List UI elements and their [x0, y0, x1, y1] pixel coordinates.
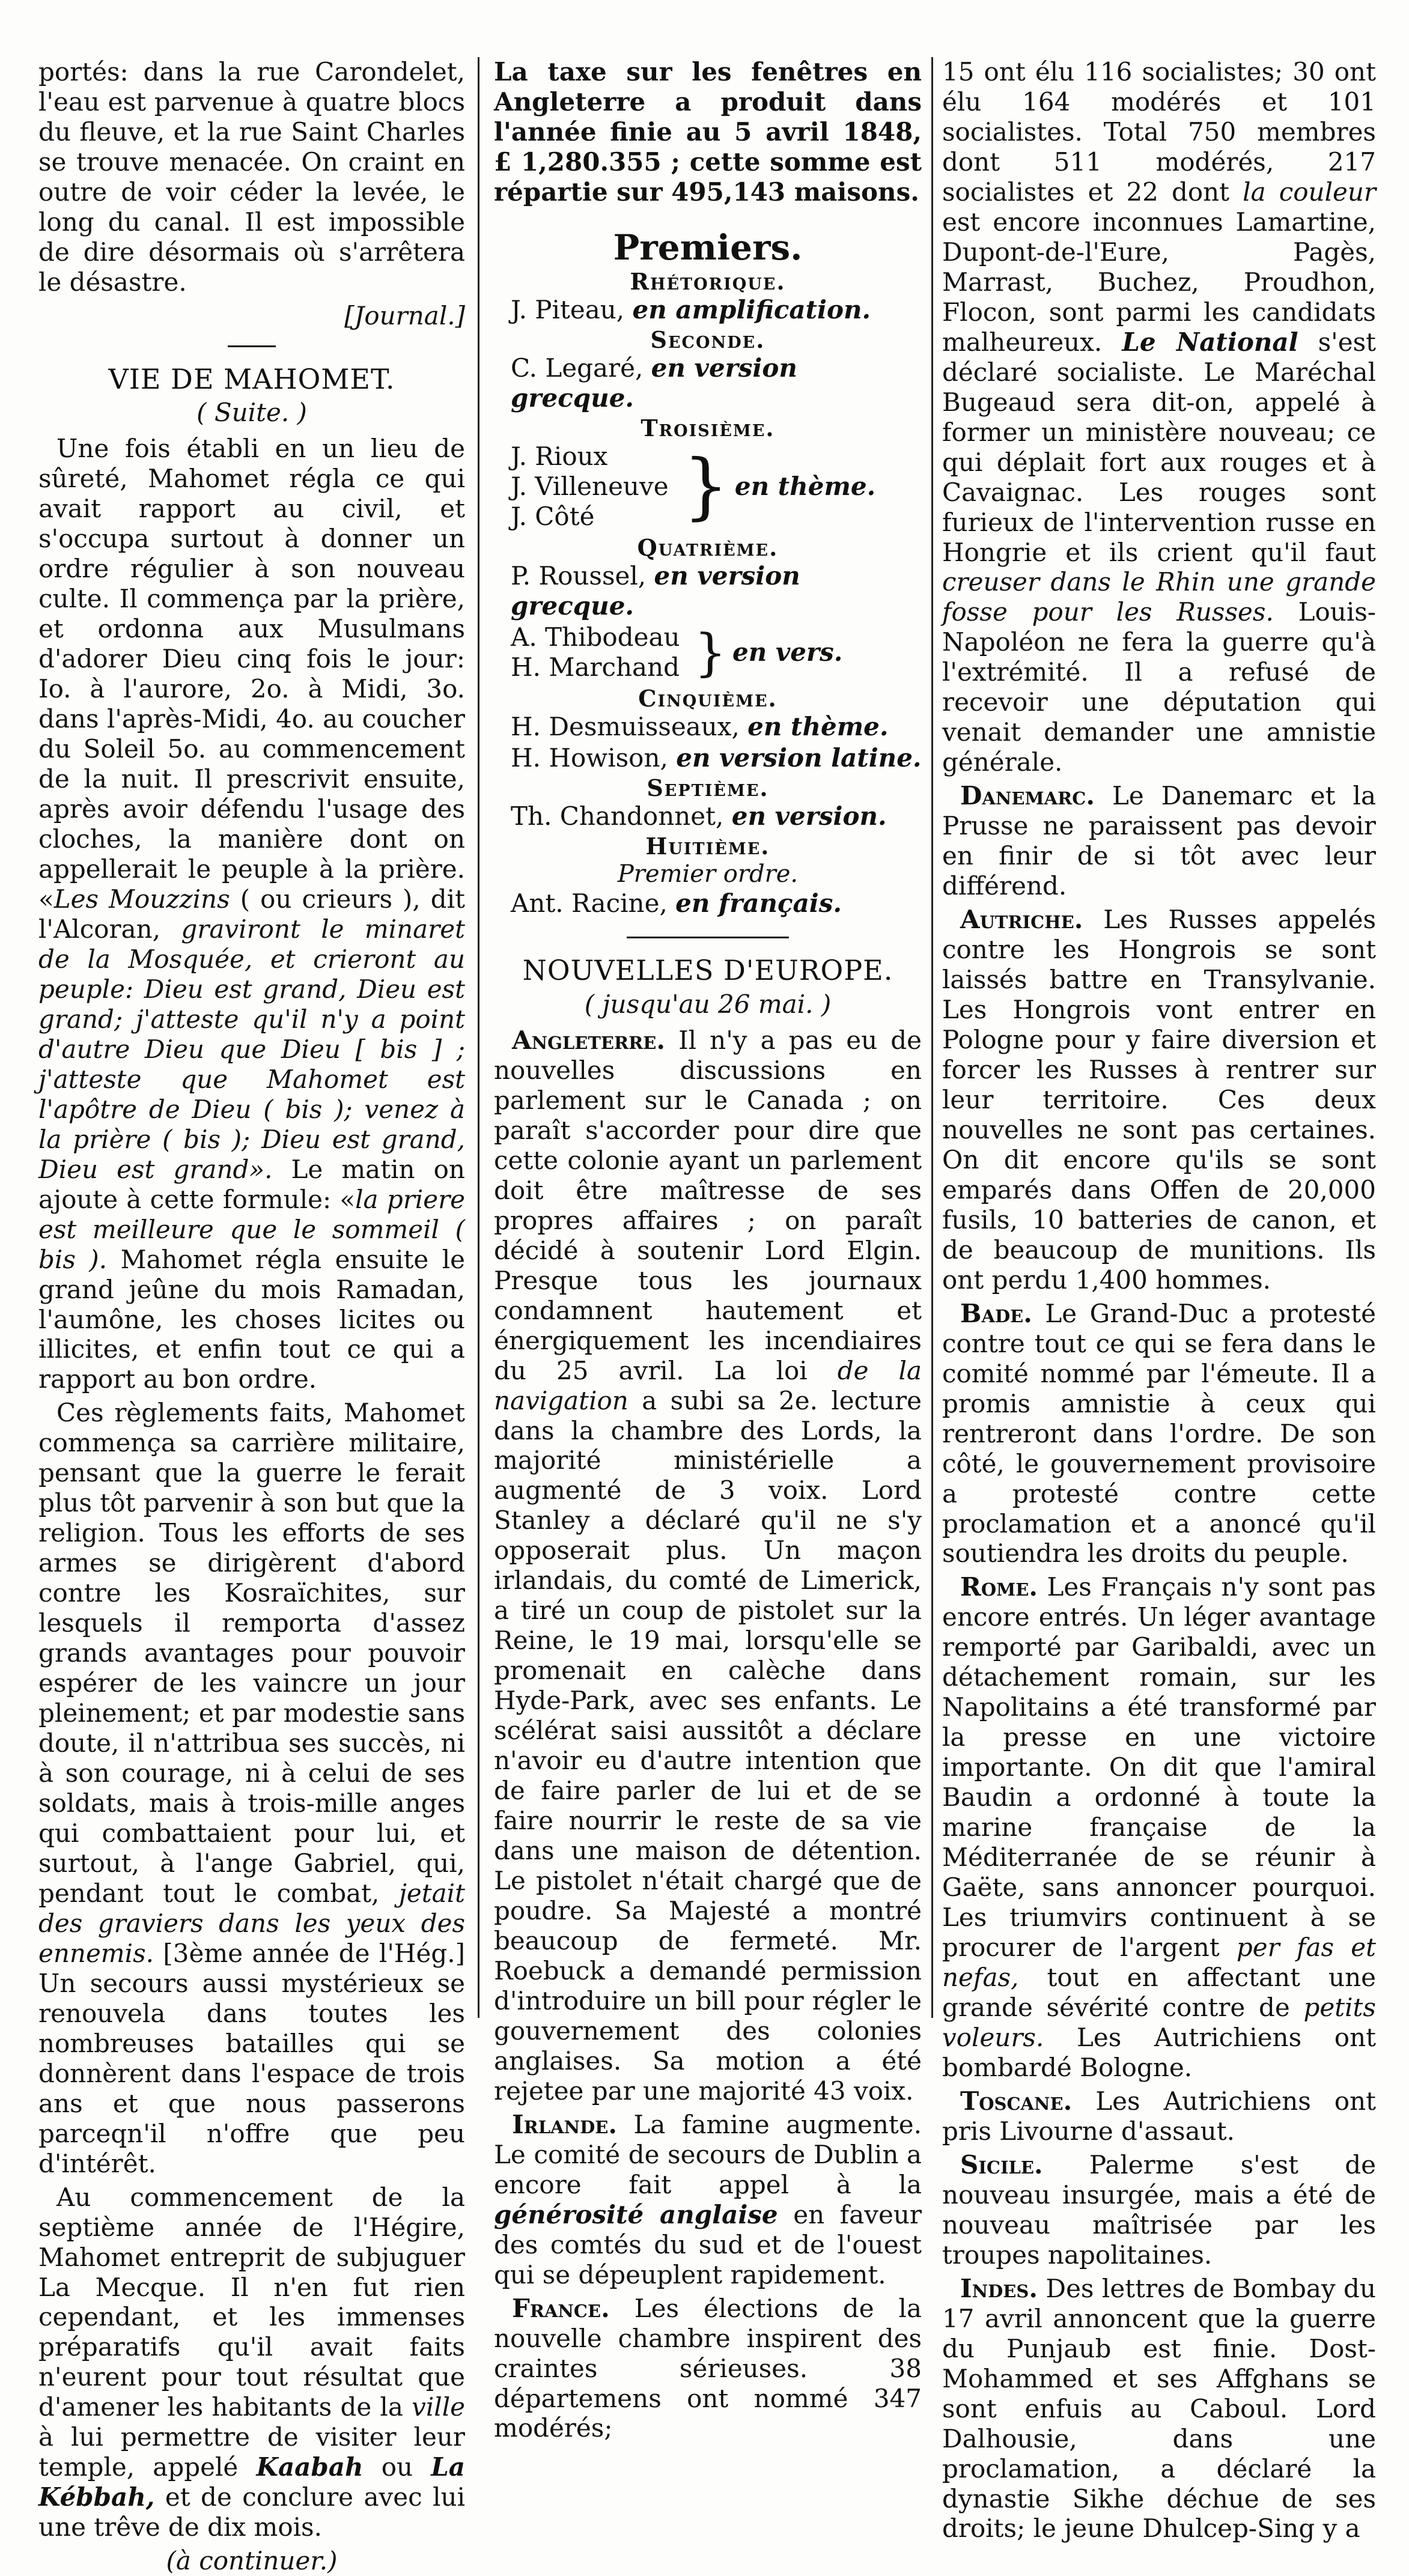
article-subtitle: ( Suite. ) — [196, 398, 307, 428]
class-heading: Seconde. — [650, 326, 765, 353]
continued-note: (à continuer.) — [166, 2546, 338, 2576]
prize-winner: Ant. Racine, en français. — [511, 889, 842, 919]
column-rule-1 — [478, 57, 479, 2018]
class-heading: Quatrième. — [637, 534, 779, 561]
column-3 — [942, 57, 1377, 2544]
prize-winner: A. Thibodeau — [511, 622, 680, 652]
column-2 — [494, 57, 922, 2443]
section-divider — [627, 937, 789, 938]
news-item-tuscany: Toscane. Les Autrichiens ont pris Livourne d'assaut. — [942, 2086, 1376, 2146]
prize-winner: H. Howison, en version latine. — [511, 743, 922, 773]
article-paragraph: Au commencement de la septième année de l'Hégire, Mahomet entreprit de subjuguer La Mecque. Il n'en fut rien cependant, et les immenses préparatifs qu'il avait faits n'eurent pour tout résultat que d'amener les habitants de la ville à lui permettre de visiter leur temple, appelé Kaabah ou La Kébbah, et de conclure avec lui une trêve de dix mois. — [38, 2182, 466, 2542]
group-note: en thème. — [734, 472, 876, 502]
article-paragraph: Ces règlements faits, Mahomet commença sa carrière militaire, pensant que la guerre le ferait plus tôt parvenir à son but que la religion. Tous les efforts de ses armes se dirigèrent d'abord contre les Kosraïchites, sur lesquels il remporta d'assez grands avantages pour pouvoir espérer de les vaincre un jour pleinement; et par modestie sans doute, il n'attribua ses succès, ni à son courage, ni à celui de ses soldats, mais à trois-mille anges qui combattaient pour lui, et surtout, à l'ange Gabriel, qui, pendant tout le combat, jetait des graviers dans les yeux des ennemis. [3ème année de l'Hég.] Un secours aussi mystérieux se renouvela dans toutes les nombreuses batailles qui se donnèrent dans l'espace de trois ans et que nous passerons parceqn'il n'offre que peu d'intérêt. — [38, 1398, 465, 2178]
class-heading: Cinquième. — [638, 685, 778, 712]
prize-winner: H. Desmuisseaux, en thème. — [511, 712, 889, 742]
prize-winner: J. Piteau, en amplification. — [511, 294, 871, 324]
prize-winner: C. Legaré, en version grecque. — [511, 353, 797, 413]
class-heading: Rhétorique. — [630, 267, 786, 295]
news-item-france: France. Les élections de la nouvelle chambre inspirent des craintes sérieuses. 38 départemens ont nommé 347 modérés; — [494, 2293, 922, 2443]
prize-winner: H. Marchand — [511, 652, 680, 682]
news-item-ireland: Irlande. La famine augmente. Le comité de secours de Dublin a encore fait appel à la générosité anglaise en faveur des comtés du sud et de l'ouest qui se dépeuplent rapidement. — [494, 2109, 922, 2289]
news-item-rome: Rome. Les Français n'y sont pas encore entrés. Un léger avantage remporté par Garibaldi, avec un détachement romain, sur les Napolitains a été transformé par la presse en une victoire importante. On dit que l'amiral Baudin a ordonné à toute la marine française de la Méditerranée de se réunir à Gaëte, sans annoncer pourquoi. Les triumvirs continuent à se procurer de l'argent per fas et nefas, tout en affectant une grande sévérité contre de petits voleurs. Les Autrichiens ont bombardé Bologne. — [942, 1572, 1376, 2082]
class-heading: Huitième. — [645, 833, 770, 860]
window-tax-paragraph: La taxe sur les fenêtres en Angleterre a produit dans l'année finie au 5 avril 1848, £ 1,280.355 ; cette somme est répartie sur 495,143 maisons. — [494, 57, 922, 207]
prize-group — [511, 622, 922, 682]
prize-winner: J. Rioux — [511, 442, 608, 472]
prize-winner: J. Côté — [511, 502, 595, 532]
news-title: NOUVELLES D'EUROPE. — [522, 954, 893, 987]
news-subtitle: ( jusqu'au 26 mai. ) — [584, 989, 832, 1019]
class-subheading: Premier ordre. — [617, 860, 799, 888]
article-title: VIE DE MAHOMET. — [108, 362, 395, 395]
section-divider — [228, 345, 276, 347]
prize-winner: Th. Chandonnet, en version. — [511, 801, 887, 831]
group-note: en vers. — [732, 637, 843, 667]
news-item-india: Indes. Des lettres de Bombay du 17 avril annoncent que la guerre du Punjaub est finie. Dost-Mohammed et ses Affghans se sont enfuis au Caboul. Lord Dalhousie, dans une proclamation, a déclaré la dynastie Sikhe déchue de ses droits; le jeune Dhulcep-Sing y a — [942, 2273, 1376, 2544]
news-item-austria: Autriche. Les Russes appelés contre les Hongrois se sont laissés battre en Transylvanie. Les Hongrois vont entrer en Pologne pour y faire diversion et forcer les Russes à rentrer sur leur territoire. Ces deux nouvelles ne sont pas certaines. On dit encore qu'ils se sont emparés dans Offen de 20,000 fusils, 10 batteries de canon, et de beaucoup de munitions. Ils ont perdu 1,400 hommes. — [942, 905, 1376, 1295]
news-item-denmark: Danemarc. Le Danemarc et la Prusse ne paraissent pas devoir en finir de si tôt avec leur différend. — [942, 781, 1376, 901]
brace-glyph: } — [694, 622, 726, 682]
column-1 — [38, 57, 466, 2576]
class-heading: Troisième. — [641, 414, 775, 442]
prize-winner: P. Roussel, en version grecque. — [511, 561, 800, 621]
france-continued-paragraph: 15 ont élu 116 socialistes; 30 ont élu 164 modérés et 101 socialistes. Total 750 membres dont 511 modérés, 217 socialistes et 22 dont la couleur est encore inconnues Lamartine, Dupont-de-l'Eure, Pagès, Marrast, Buchez, Proudhon, Flocon, sont parmi les candidats malheureux. Le National s'est déclaré socialiste. Le Maréchal Bugeaud sera dit-on, appelé à former un ministère nouveau; ce qui déplait fort aux rouges et à Cavaignac. Les rouges sont furieux de l'intervention russe en Hongrie et ils crient qu'il faut creuser dans le Rhin une grande fosse pour les Russes. Louis-Napoléon ne fera la guerre qu'à l'extrémité. Il a refusé de recevoir une députation qui venait demander une amnistie générale. — [942, 57, 1377, 777]
prize-winner: J. Villeneuve — [511, 472, 669, 502]
news-item-england: Angleterre. Il n'y a pas eu de nouvelles discussions en parlement sur le Canada ; on paraît s'accorder pour dire que cette colonie ayant un parlement doit être maîtresse de ses propres affaires ; on paraît décidé à soutenir Lord Elgin. Presque tous les journaux condamnent hautement et énergiquement les incendiaires du 25 avril. La loi de la navigation a subi sa 2e. lecture dans la chambre des Lords, la majorité ministérielle a augmenté de 3 voix. Lord Stanley a déclaré qu'il ne s'y opposerait plus. Un maçon irlandais, du comté de Limerick, a tiré un coup de pistolet sur la Reine, le 19 mai, lorsqu'elle se promenait en calèche dans Hyde-Park, avec ses enfants. Le scélérat saisi aussitôt a déclare n'avoir eu d'autre intention que de faire parler de lui et de se faire nourrir le reste de sa vie dans une maison de détention. Le pistolet n'était chargé que de poudre. Sa Majesté a montré beaucoup de fermeté. Mr. Roebuck a demandé permission d'introduire un bill pour régler le gouvernement des colonies anglaises. Sa motion a été rejetee par une majorité 43 voix. — [494, 1025, 922, 2106]
prize-group — [511, 442, 922, 532]
news-item-sicily: Sicile. Palerme s'est de nouveau insurgée, mais a été de nouveau maîtrisée par les troupes napolitaines. — [942, 2149, 1376, 2270]
brace-glyph: } — [683, 445, 729, 529]
flood-report-paragraph: portés: dans la rue Carondelet, l'eau est parvenue à quatre blocs du fleuve, et la rue Saint Charles se trouve menacée. On craint en outre de voir céder la levée, le long du canal. Il est impossible de dire désormais où s'arrêtera le désastre. — [38, 57, 465, 297]
news-item-baden: Bade. Le Grand-Duc a protesté contre tout ce qui se fera dans le comité nommé par l'émeute. Il a promis amnistie à ceux qui rentreront dans l'ordre. De son côté, le gouvernement provisoire a protesté contre cette proclamation et a anoncé qu'il soutiendra les droits du peuple. — [942, 1298, 1376, 1569]
class-heading: Septième. — [647, 774, 769, 802]
article-paragraph: Une fois établi en un lieu de sûreté, Mahomet régla ce qui avait rapport au civil, et s'occupa surtout à donner un ordre régulier à son nouveau culte. Il commença par la prière, et ordonna aux Musulmans d'adorer Dieu cinq fois le jour: Io. à l'aurore, 2o. à Midi, 3o. dans l'après-Midi, 4o. au coucher du Soleil 5o. au commencement de la nuit. Il prescrivit ensuite, après avoir défendu l'usage des cloches, la manière dont on appellerait le peuple à la prière. «Les Mouzzins ( ou crieurs ), dit l'Alcoran, graviront le minaret de la Mosquée, et crieront au peuple: Dieu est grand, Dieu est grand; j'atteste qu'il n'y a point d'autre Dieu que Dieu [ bis ] ; j'atteste que Mahomet est l'apôtre de Dieu ( bis ); venez à la prière ( bis ); Dieu est grand, Dieu est grand». Le matin on ajoute à cette formule: «la priere est meilleure que le sommeil ( bis ). Mahomet régla ensuite le grand jeûne du mois Ramadan, l'aumône, les choses licites ou illicites, et enfin tout ce qui a rapport au bon ordre. — [38, 434, 466, 1394]
source-credit: [Journal.] — [344, 300, 465, 330]
column-rule-2 — [931, 57, 933, 2018]
prize-list-title: Premiers. — [613, 226, 803, 268]
